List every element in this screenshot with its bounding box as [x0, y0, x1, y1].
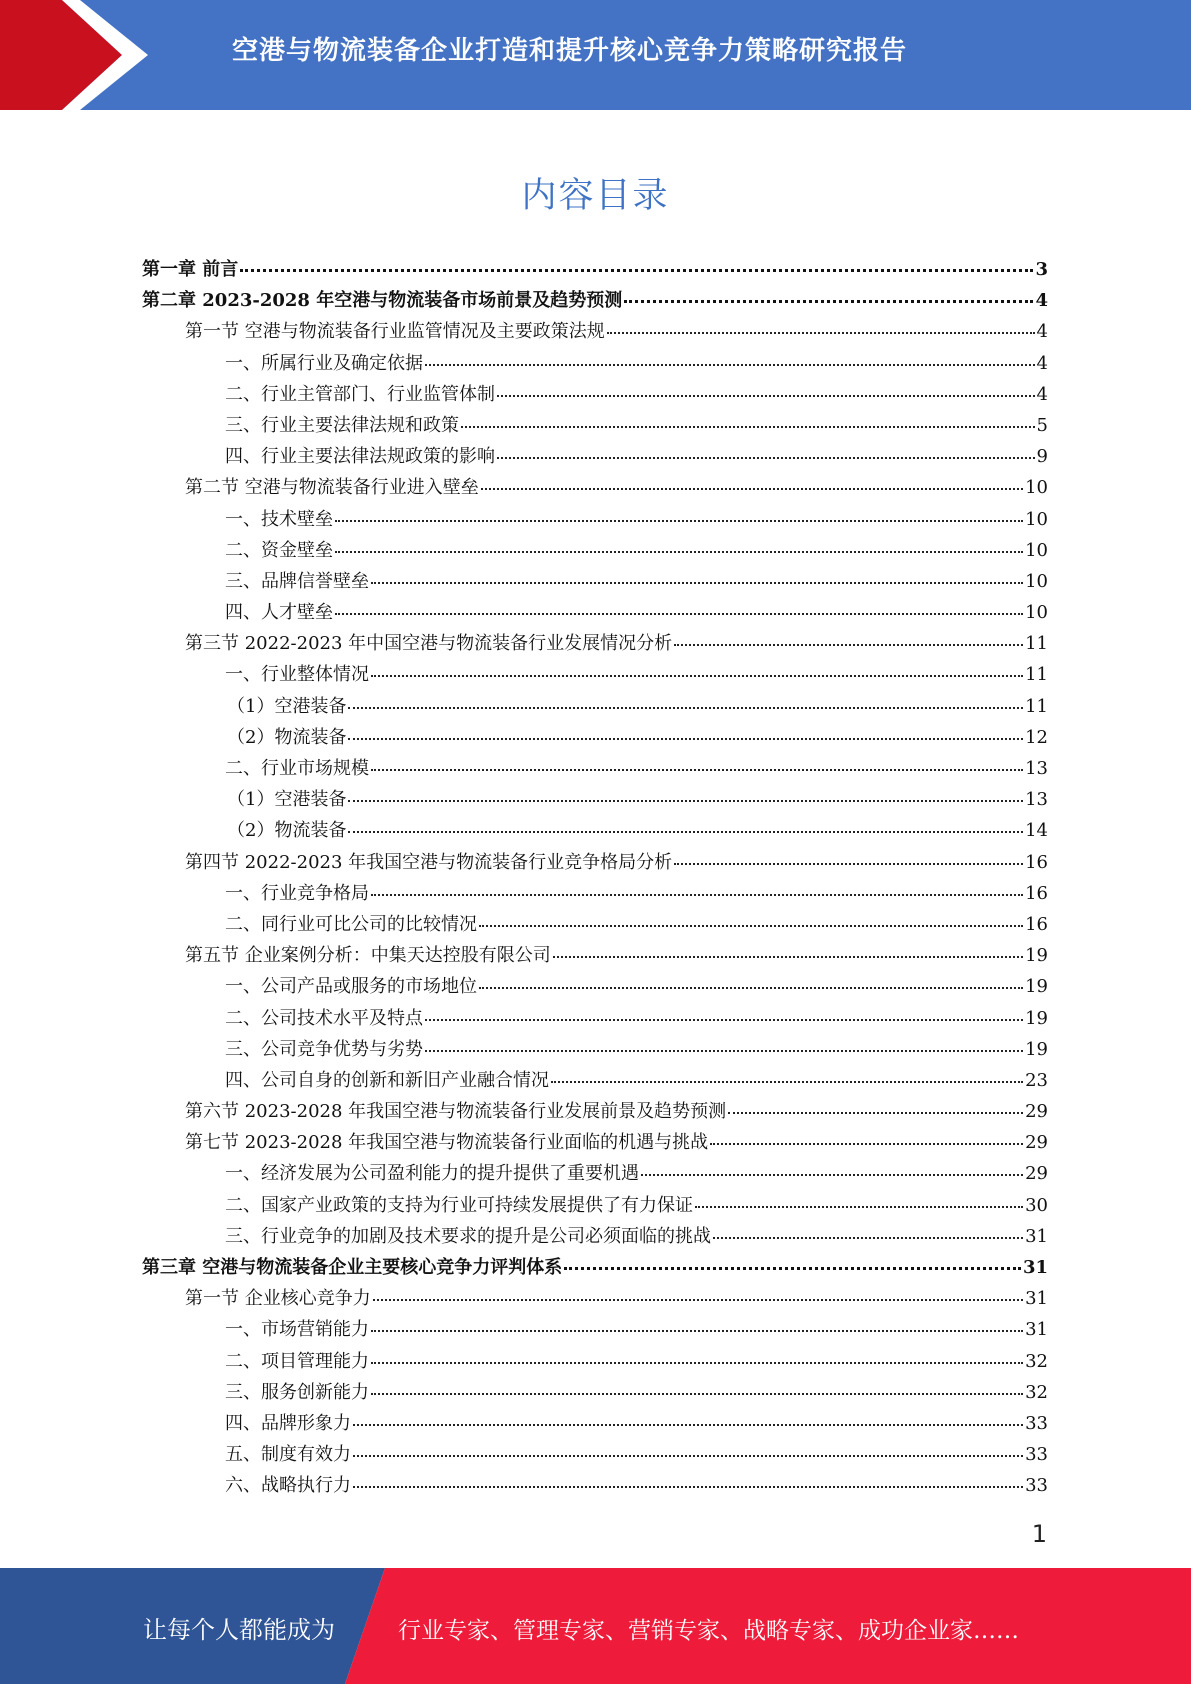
toc-entry[interactable]: [142, 691, 1048, 722]
toc-dot-leader: [371, 894, 1023, 896]
toc-entry-page: 33: [1025, 1412, 1048, 1434]
toc-entry[interactable]: [142, 659, 1048, 690]
toc-dot-leader: [624, 300, 1033, 303]
toc-entry-page: 16: [1025, 882, 1048, 904]
toc-dot-leader: [425, 364, 1035, 366]
toc-dot-leader: [335, 520, 1023, 522]
toc-entry-page: 29: [1025, 1132, 1048, 1154]
toc-dot-leader: [461, 426, 1035, 428]
toc-entry-page: 31: [1025, 1225, 1048, 1247]
header-arrow-logo: [0, 0, 200, 110]
toc-entry[interactable]: [142, 1252, 1048, 1283]
toc-dot-leader: [479, 925, 1023, 927]
toc-entry[interactable]: [142, 1221, 1048, 1252]
toc-entry-page: 31: [1022, 1257, 1048, 1278]
toc-entry-title: 第三节 2022-2023 年中国空港与物流装备行业发展情况分析: [185, 633, 673, 655]
toc-entry-title: 三、行业主要法律法规和政策: [225, 414, 459, 436]
toc-entry-page: 29: [1025, 1163, 1048, 1185]
toc-entry-page: 33: [1025, 1444, 1048, 1466]
toc-entry-title: 三、品牌信誉壁垒: [225, 570, 369, 592]
toc-entry[interactable]: [142, 1314, 1048, 1345]
toc-entry-title: 四、行业主要法律法规政策的影响: [225, 446, 495, 468]
toc-entry-title: 第二章 2023-2028 年空港与物流装备市场前景及趋势预测: [142, 290, 623, 312]
toc-entry-title: 一、经济发展为公司盈利能力的提升提供了重要机遇: [225, 1163, 639, 1185]
toc-dot-leader: [371, 1330, 1023, 1332]
toc-entry-page: 10: [1025, 508, 1048, 530]
footer-slogan-left: 让每个人都能成为: [143, 1616, 335, 1644]
toc-dot-leader: [335, 551, 1023, 553]
toc-entry[interactable]: [142, 1003, 1048, 1034]
toc-entry-page: 16: [1025, 851, 1048, 873]
page-header: [0, 0, 1191, 110]
toc-entry-page: 10: [1025, 602, 1048, 624]
toc-entry[interactable]: [142, 535, 1048, 566]
toc-entry[interactable]: [142, 1283, 1048, 1314]
toc-entry[interactable]: [142, 1034, 1048, 1065]
toc-entry-title: 第三章 空港与物流装备企业主要核心竞争力评判体系: [142, 1257, 563, 1278]
toc-entry-page: 14: [1025, 820, 1048, 842]
table-of-contents: [142, 254, 1048, 1502]
toc-entry-page: 4: [1036, 352, 1048, 374]
toc-entry-page: 4: [1036, 321, 1048, 343]
toc-dot-leader: [497, 395, 1035, 397]
toc-dot-leader: [553, 956, 1023, 958]
toc-entry-page: 11: [1025, 695, 1048, 717]
toc-entry-title: 二、项目管理能力: [225, 1350, 369, 1372]
toc-dot-leader: [373, 1299, 1023, 1301]
toc-entry[interactable]: [142, 254, 1048, 285]
toc-entry[interactable]: [142, 566, 1048, 597]
toc-entry-title: 二、同行业可比公司的比较情况: [225, 913, 477, 935]
toc-entry-page: 29: [1025, 1101, 1048, 1123]
toc-entry-title: 第一节 企业核心竞争力: [185, 1288, 371, 1310]
toc-entry-title: 一、公司产品或服务的市场地位: [225, 976, 477, 998]
toc-entry-title: 一、市场营销能力: [225, 1319, 369, 1341]
toc-entry-page: 13: [1025, 789, 1048, 811]
toc-dot-leader: [551, 1081, 1023, 1083]
toc-dot-leader: [371, 582, 1023, 584]
toc-entry-title: （2）物流装备: [227, 820, 347, 842]
toc-dot-leader: [240, 269, 1033, 272]
toc-entry[interactable]: [142, 909, 1048, 940]
toc-entry[interactable]: [142, 847, 1048, 878]
toc-dot-leader: [641, 1174, 1023, 1176]
toc-entry[interactable]: [142, 1096, 1048, 1127]
toc-entry[interactable]: [142, 784, 1048, 815]
toc-entry-page: 10: [1025, 477, 1048, 499]
toc-entry[interactable]: [142, 1408, 1048, 1439]
toc-entry-page: 19: [1025, 945, 1048, 967]
toc-entry[interactable]: [142, 722, 1048, 753]
toc-entry-page: 3: [1035, 259, 1048, 280]
toc-entry[interactable]: [142, 379, 1048, 410]
toc-entry-page: 32: [1025, 1350, 1048, 1372]
toc-dot-leader: [425, 1050, 1023, 1052]
toc-entry[interactable]: [142, 971, 1048, 1002]
toc-entry-page: 11: [1025, 633, 1048, 655]
toc-dot-leader: [481, 488, 1023, 490]
toc-entry-page: 23: [1025, 1069, 1048, 1091]
toc-entry-title: 第五节 企业案例分析：中集天达控股有限公司: [185, 945, 551, 967]
toc-dot-leader: [695, 1206, 1023, 1208]
toc-entry-title: 六、战略执行力: [225, 1475, 351, 1497]
toc-dot-leader: [348, 707, 1023, 709]
toc-entry[interactable]: [142, 316, 1048, 347]
toc-entry-title: 四、品牌形象力: [225, 1412, 351, 1434]
toc-dot-leader: [353, 1486, 1023, 1488]
toc-entry-title: 第一节 空港与物流装备行业监管情况及主要政策法规: [185, 321, 605, 343]
toc-entry-page: 10: [1025, 570, 1048, 592]
toc-dot-leader: [335, 613, 1023, 615]
toc-heading: 内容目录: [521, 176, 670, 216]
report-title: 空港与物流装备企业打造和提升核心竞争力策略研究报告: [232, 36, 908, 66]
toc-dot-leader: [353, 1424, 1023, 1426]
toc-entry[interactable]: [142, 753, 1048, 784]
toc-entry[interactable]: [142, 348, 1048, 379]
toc-entry[interactable]: [142, 504, 1048, 535]
toc-entry-page: 32: [1025, 1381, 1048, 1403]
toc-entry[interactable]: [142, 1158, 1048, 1189]
toc-entry-page: 16: [1025, 913, 1048, 935]
toc-entry[interactable]: [142, 628, 1048, 659]
toc-dot-leader: [425, 1019, 1023, 1021]
toc-dot-leader: [348, 831, 1023, 833]
toc-entry-page: 13: [1025, 758, 1048, 779]
toc-entry[interactable]: [142, 1377, 1048, 1408]
toc-entry[interactable]: [142, 815, 1048, 846]
toc-entry-title: 二、行业主管部门、行业监管体制: [225, 383, 495, 405]
toc-dot-leader: [348, 738, 1023, 740]
toc-entry-page: 19: [1025, 1007, 1048, 1029]
toc-entry-page: 11: [1025, 664, 1048, 686]
toc-dot-leader: [674, 644, 1023, 646]
page-number: 1: [1031, 1520, 1047, 1548]
toc-entry[interactable]: [142, 1346, 1048, 1377]
toc-entry[interactable]: [142, 1127, 1048, 1158]
toc-entry-page: 9: [1036, 446, 1048, 468]
toc-entry-title: 二、资金壁垒: [225, 539, 333, 561]
toc-entry-page: 31: [1025, 1288, 1048, 1310]
toc-entry-page: 31: [1025, 1319, 1048, 1341]
toc-entry-title: 第四节 2022-2023 年我国空港与物流装备行业竞争格局分析: [185, 851, 673, 873]
toc-entry[interactable]: [142, 1190, 1048, 1221]
toc-entry-page: 19: [1025, 976, 1048, 998]
toc-entry-page: 12: [1025, 726, 1048, 748]
footer-slogan-right: 行业专家、管理专家、营销专家、战略专家、成功企业家……: [398, 1618, 1019, 1644]
toc-entry-title: 一、所属行业及确定依据: [225, 352, 423, 374]
toc-dot-leader: [607, 332, 1035, 334]
toc-entry[interactable]: [142, 472, 1048, 503]
toc-entry-title: （1）空港装备: [227, 789, 347, 811]
toc-entry[interactable]: [142, 1065, 1048, 1096]
toc-dot-leader: [710, 1143, 1023, 1145]
toc-entry-title: 第七节 2023-2028 年我国空港与物流装备行业面临的机遇与挑战: [185, 1132, 709, 1154]
toc-entry[interactable]: [142, 1470, 1048, 1501]
toc-entry[interactable]: [142, 441, 1048, 472]
toc-entry-title: 五、制度有效力: [225, 1444, 351, 1466]
toc-entry-page: 10: [1025, 539, 1048, 561]
toc-entry-page: 30: [1025, 1194, 1048, 1216]
toc-entry-title: 一、行业竞争格局: [225, 882, 369, 904]
toc-entry-title: 四、人才壁垒: [225, 602, 333, 624]
toc-dot-leader: [497, 457, 1035, 459]
toc-dot-leader: [713, 1237, 1023, 1239]
toc-dot-leader: [348, 800, 1023, 802]
toc-entry-title: 二、公司技术水平及特点: [225, 1007, 423, 1029]
toc-entry-title: 三、服务创新能力: [225, 1381, 369, 1403]
toc-entry-title: 一、技术壁垒: [225, 508, 333, 530]
toc-entry[interactable]: [142, 410, 1048, 441]
toc-entry[interactable]: [142, 878, 1048, 909]
toc-entry-title: 三、行业竞争的加剧及技术要求的提升是公司必须面临的挑战: [225, 1225, 711, 1247]
toc-entry-title: （1）空港装备: [227, 695, 347, 717]
toc-entry[interactable]: [142, 940, 1048, 971]
toc-dot-leader: [728, 1112, 1023, 1114]
toc-dot-leader: [674, 863, 1023, 865]
toc-dot-leader: [371, 769, 1023, 771]
toc-entry-title: 第六节 2023-2028 年我国空港与物流装备行业发展前景及趋势预测: [185, 1101, 727, 1123]
toc-entry-title: 三、公司竞争优势与劣势: [225, 1038, 423, 1060]
toc-entry-page: 33: [1025, 1475, 1048, 1497]
toc-entry-page: 4: [1036, 383, 1048, 405]
toc-entry-page: 4: [1035, 290, 1048, 312]
toc-entry-title: 一、行业整体情况: [225, 664, 369, 686]
toc-entry[interactable]: [142, 597, 1048, 628]
page-footer: [0, 1568, 1191, 1684]
toc-dot-leader: [371, 1393, 1023, 1395]
toc-entry-title: 第一章 前言: [142, 259, 239, 280]
toc-entry-title: 二、行业市场规模: [225, 758, 369, 779]
toc-dot-leader: [371, 1362, 1023, 1364]
toc-entry[interactable]: [142, 1439, 1048, 1470]
toc-dot-leader: [353, 1455, 1023, 1457]
toc-dot-leader: [371, 675, 1023, 677]
toc-entry-page: 19: [1025, 1038, 1048, 1060]
toc-entry-page: 5: [1036, 414, 1048, 436]
toc-entry-title: 第二节 空港与物流装备行业进入壁垒: [185, 477, 479, 499]
toc-entry-title: （2）物流装备: [227, 726, 347, 748]
toc-dot-leader: [479, 987, 1023, 989]
toc-entry-title: 四、公司自身的创新和新旧产业融合情况: [225, 1069, 549, 1091]
toc-dot-leader: [564, 1267, 1021, 1270]
toc-entry-title: 二、国家产业政策的支持为行业可持续发展提供了有力保证: [225, 1194, 693, 1216]
toc-entry[interactable]: [142, 285, 1048, 316]
